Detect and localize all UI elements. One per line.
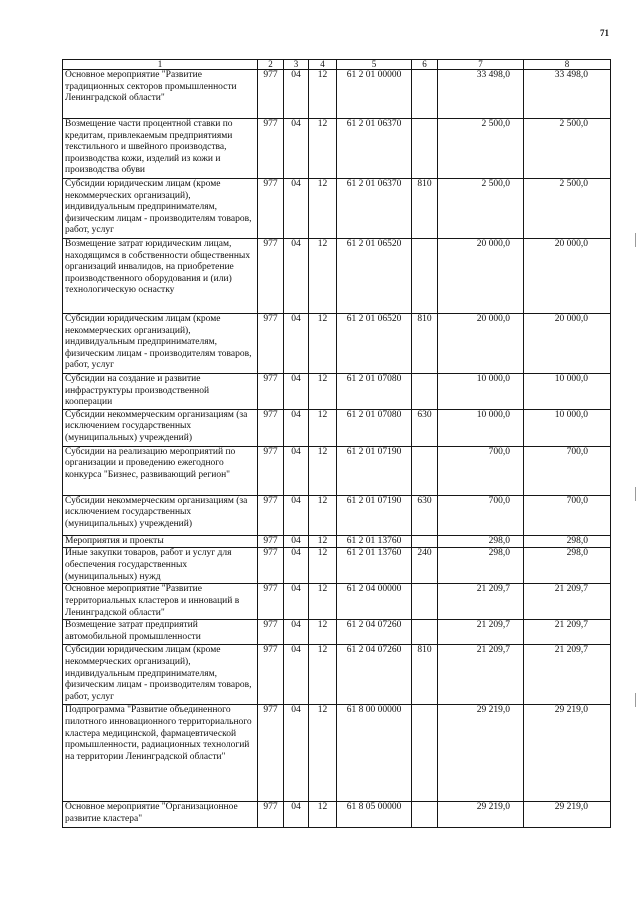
amount-col-8: 29 219,0 [524,705,611,802]
table-row [63,446,611,495]
item-name: Основное мероприятие "Развитие традиционных секторов промышленности Ленинградской области" [63,70,258,119]
expense-type-code: 240 [412,548,438,584]
column-header: 7 [438,60,524,70]
target-article-code: 61 8 05 00000 [337,802,412,828]
amount-col-8: 20 000,0 [524,314,611,374]
column-header: 3 [284,60,309,70]
amount-col-8: 21 209,7 [524,645,611,705]
item-name: Возмещение затрат юридическим лицам, находящимся в собственности общественных организаций инвалидов, на приобретение производственного оборудования и (или) технологическую оснастку [63,239,258,314]
subsection-code: 12 [309,446,337,495]
section-code: 04 [284,179,309,239]
page-number: 71 [600,28,609,38]
ministry-code: 977 [258,495,284,535]
target-article-code: 61 2 01 07080 [337,409,412,446]
table-row [63,179,611,239]
amount-col-7: 21 209,7 [438,584,524,620]
column-header: 1 [63,60,258,70]
item-name: Мероприятия и проекты [63,535,258,548]
expense-type-code [412,70,438,119]
item-name: Подпрограмма "Развитие объединенного пилотного инновационного территориального кластера медицинской, фармацевтической промышленности, радиационных технологий на территории Ленинградской области" [63,705,258,802]
target-article-code: 61 2 01 07080 [337,374,412,410]
table-row [63,802,611,828]
table-row [63,620,611,645]
section-code: 04 [284,409,309,446]
target-article-code: 61 2 01 06520 [337,314,412,374]
scan-artifact [635,487,636,501]
expense-type-code [412,239,438,314]
ministry-code: 977 [258,548,284,584]
section-code: 04 [284,374,309,410]
target-article-code: 61 2 04 07260 [337,645,412,705]
subsection-code: 12 [309,409,337,446]
ministry-code: 977 [258,584,284,620]
table-row [63,645,611,705]
item-name: Субсидии юридическим лицам (кроме некоммерческих организаций), индивидуальным предпринимателям, физическим лицам - производителям товаров, работ, услуг [63,645,258,705]
item-name: Возмещение затрат предприятий автомобильной промышленности [63,620,258,645]
column-header: 8 [524,60,611,70]
amount-col-7: 33 498,0 [438,70,524,119]
ministry-code: 977 [258,705,284,802]
amount-col-7: 298,0 [438,548,524,584]
subsection-code: 12 [309,802,337,828]
amount-col-7: 298,0 [438,535,524,548]
item-name: Субсидии на создание и развитие инфраструктуры производственной кооперации [63,374,258,410]
column-header: 2 [258,60,284,70]
budget-table [62,59,611,828]
target-article-code: 61 2 01 13760 [337,548,412,584]
section-code: 04 [284,645,309,705]
amount-col-7: 10 000,0 [438,409,524,446]
ministry-code: 977 [258,535,284,548]
expense-type-code: 810 [412,645,438,705]
ministry-code: 977 [258,239,284,314]
amount-col-8: 29 219,0 [524,802,611,828]
table-row [63,409,611,446]
section-code: 04 [284,620,309,645]
expense-type-code [412,446,438,495]
subsection-code: 12 [309,495,337,535]
section-code: 04 [284,119,309,179]
amount-col-7: 2 500,0 [438,179,524,239]
target-article-code: 61 2 01 06370 [337,119,412,179]
ministry-code: 977 [258,314,284,374]
amount-col-7: 2 500,0 [438,119,524,179]
table-row [63,705,611,802]
section-code: 04 [284,705,309,802]
target-article-code: 61 2 04 00000 [337,584,412,620]
column-header: 4 [309,60,337,70]
amount-col-7: 29 219,0 [438,705,524,802]
section-code: 04 [284,446,309,495]
table-row [63,584,611,620]
item-name: Субсидии на реализацию мероприятий по организации и проведению ежегодного конкурса "Бизнес, развивающий регион" [63,446,258,495]
ministry-code: 977 [258,802,284,828]
expense-type-code: 630 [412,495,438,535]
expense-type-code: 630 [412,409,438,446]
subsection-code: 12 [309,374,337,410]
ministry-code: 977 [258,374,284,410]
expense-type-code [412,802,438,828]
amount-col-7: 29 219,0 [438,802,524,828]
amount-col-7: 10 000,0 [438,374,524,410]
amount-col-7: 20 000,0 [438,314,524,374]
expense-type-code [412,535,438,548]
amount-col-8: 2 500,0 [524,179,611,239]
subsection-code: 12 [309,179,337,239]
amount-col-8: 10 000,0 [524,409,611,446]
target-article-code: 61 2 01 07190 [337,446,412,495]
amount-col-8: 21 209,7 [524,584,611,620]
section-code: 04 [284,802,309,828]
expense-type-code [412,584,438,620]
expense-type-code [412,705,438,802]
section-code: 04 [284,584,309,620]
subsection-code: 12 [309,548,337,584]
column-header: 5 [337,60,412,70]
target-article-code: 61 8 00 00000 [337,705,412,802]
ministry-code: 977 [258,179,284,239]
table-row [63,119,611,179]
subsection-code: 12 [309,584,337,620]
section-code: 04 [284,314,309,374]
amount-col-7: 700,0 [438,446,524,495]
subsection-code: 12 [309,239,337,314]
subsection-code: 12 [309,119,337,179]
ministry-code: 977 [258,446,284,495]
table-row [63,495,611,535]
item-name: Субсидии юридическим лицам (кроме некоммерческих организаций), индивидуальным предпринимателям, физическим лицам - производителям товаров, работ, услуг [63,179,258,239]
target-article-code: 61 2 01 06520 [337,239,412,314]
subsection-code: 12 [309,535,337,548]
target-article-code: 61 2 01 06370 [337,179,412,239]
item-name: Субсидии некоммерческим организациям (за исключением государственных (муниципальных) учреждений) [63,409,258,446]
subsection-code: 12 [309,314,337,374]
item-name: Основное мероприятие "Организационное развитие кластера" [63,802,258,828]
amount-col-7: 21 209,7 [438,645,524,705]
amount-col-7: 21 209,7 [438,620,524,645]
table-row [63,314,611,374]
section-code: 04 [284,495,309,535]
section-code: 04 [284,70,309,119]
amount-col-8: 700,0 [524,446,611,495]
amount-col-8: 298,0 [524,548,611,584]
table-row [63,548,611,584]
target-article-code: 61 2 04 07260 [337,620,412,645]
amount-col-7: 20 000,0 [438,239,524,314]
scan-artifact [635,693,636,707]
amount-col-7: 700,0 [438,495,524,535]
column-header: 6 [412,60,438,70]
section-code: 04 [284,535,309,548]
ministry-code: 977 [258,409,284,446]
item-name: Субсидии некоммерческим организациям (за исключением государственных (муниципальных) учреждений) [63,495,258,535]
expense-type-code [412,119,438,179]
amount-col-8: 20 000,0 [524,239,611,314]
ministry-code: 977 [258,620,284,645]
expense-type-code [412,374,438,410]
table-row [63,239,611,314]
expense-type-code [412,620,438,645]
table-row [63,535,611,548]
item-name: Основное мероприятие "Развитие территориальных кластеров и инноваций в Ленинградской области" [63,584,258,620]
table-header-row [63,60,611,70]
section-code: 04 [284,239,309,314]
ministry-code: 977 [258,645,284,705]
ministry-code: 977 [258,119,284,179]
amount-col-8: 2 500,0 [524,119,611,179]
subsection-code: 12 [309,705,337,802]
amount-col-8: 21 209,7 [524,620,611,645]
target-article-code: 61 2 01 13760 [337,535,412,548]
amount-col-8: 700,0 [524,495,611,535]
ministry-code: 977 [258,70,284,119]
subsection-code: 12 [309,645,337,705]
target-article-code: 61 2 01 00000 [337,70,412,119]
target-article-code: 61 2 01 07190 [337,495,412,535]
item-name: Субсидии юридическим лицам (кроме некоммерческих организаций), индивидуальным предпринимателям, физическим лицам - производителям товаров, работ, услуг [63,314,258,374]
amount-col-8: 33 498,0 [524,70,611,119]
subsection-code: 12 [309,620,337,645]
expense-type-code: 810 [412,179,438,239]
expense-type-code: 810 [412,314,438,374]
scan-artifact [635,233,636,247]
item-name: Иные закупки товаров, работ и услуг для обеспечения государственных (муниципальных) нужд [63,548,258,584]
amount-col-8: 298,0 [524,535,611,548]
item-name: Возмещение части процентной ставки по кредитам, привлекаемым предприятиями текстильного и швейного производства, производства кожи, изделий из кожи и производства обуви [63,119,258,179]
section-code: 04 [284,548,309,584]
table-row [63,374,611,410]
table-row [63,70,611,119]
amount-col-8: 10 000,0 [524,374,611,410]
subsection-code: 12 [309,70,337,119]
